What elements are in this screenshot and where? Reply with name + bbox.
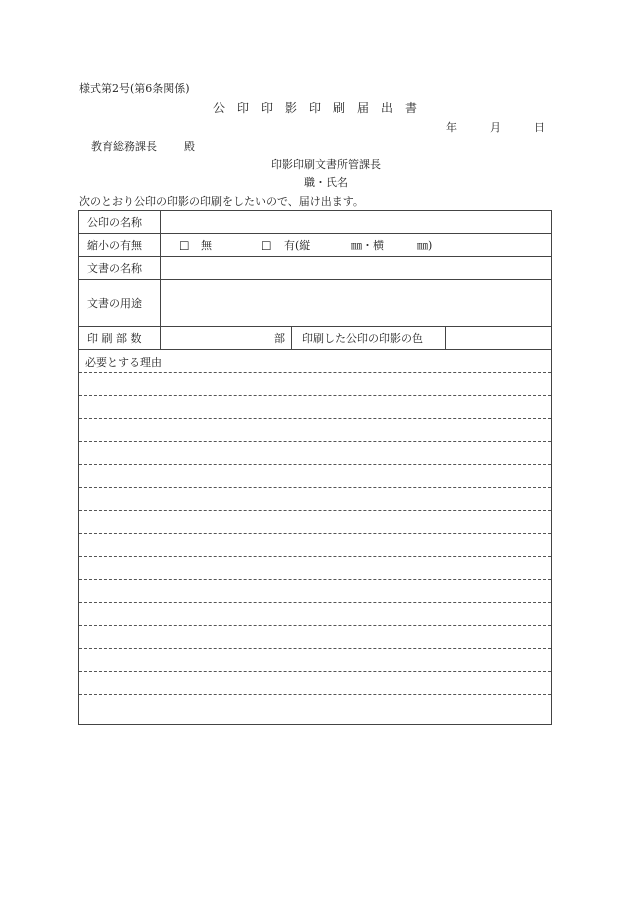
document-name-field[interactable] bbox=[161, 257, 551, 279]
copies-label: 印 刷 部 数 bbox=[79, 327, 161, 349]
recipient-honorific: 殿 bbox=[184, 140, 195, 153]
application-form-table bbox=[78, 210, 552, 725]
date-year-label: 年 bbox=[446, 121, 457, 134]
document-use-label: 文書の用途 bbox=[79, 280, 161, 326]
reduction-label: 縮小の有無 bbox=[79, 234, 161, 256]
form-number: 様式第2号(第6条関係) bbox=[79, 82, 190, 95]
reason-line bbox=[79, 579, 551, 580]
intro-text: 次のとおり公印の印影の印刷をしたいので、届け出ます。 bbox=[79, 195, 364, 208]
copies-unit: 部 bbox=[274, 332, 285, 345]
checkbox-none[interactable]: □ bbox=[179, 238, 190, 252]
reason-line bbox=[79, 510, 551, 511]
mm-vertical-label: ㎜・横 bbox=[351, 239, 384, 252]
reason-line bbox=[79, 671, 551, 672]
sender-position-name: 職・氏名 bbox=[304, 176, 348, 189]
reason-line bbox=[79, 625, 551, 626]
date-day-label: 日 bbox=[534, 121, 545, 134]
recipient bbox=[91, 138, 195, 154]
reduction-row bbox=[79, 234, 551, 257]
reason-line bbox=[79, 533, 551, 534]
option-none-label: 無 bbox=[201, 239, 212, 252]
reason-line bbox=[79, 418, 551, 419]
reason-line bbox=[79, 441, 551, 442]
reason-line bbox=[79, 464, 551, 465]
document-name-label: 文書の名称 bbox=[79, 257, 161, 279]
document-title: 公 印 印 影 印 刷 届 出 書 bbox=[212, 101, 417, 115]
copies-row bbox=[79, 327, 551, 350]
recipient-name: 教育総務課長 bbox=[91, 140, 157, 153]
seal-color-field[interactable] bbox=[446, 327, 551, 349]
reason-line bbox=[79, 487, 551, 488]
reason-line bbox=[79, 694, 551, 695]
date-month-label: 月 bbox=[490, 121, 501, 134]
document-use-row bbox=[79, 280, 551, 327]
reason-line bbox=[79, 602, 551, 603]
document-use-field[interactable] bbox=[161, 280, 551, 326]
seal-name-label: 公印の名称 bbox=[79, 211, 161, 233]
reason-area[interactable] bbox=[79, 350, 551, 724]
option-yes-label: 有(縦 bbox=[284, 239, 311, 252]
seal-name-row bbox=[79, 211, 551, 234]
reason-line bbox=[79, 556, 551, 557]
seal-name-field[interactable] bbox=[161, 211, 551, 233]
reason-line bbox=[79, 395, 551, 396]
document-name-row bbox=[79, 257, 551, 280]
seal-color-label: 印刷した公印の印影の色 bbox=[292, 327, 446, 349]
copies-field[interactable] bbox=[161, 327, 292, 349]
date-line bbox=[446, 119, 545, 135]
reason-line bbox=[79, 372, 551, 373]
sender-department: 印影印刷文書所管課長 bbox=[271, 158, 381, 171]
reason-label: 必要とする理由 bbox=[85, 356, 162, 369]
reduction-options bbox=[161, 234, 551, 256]
reason-line bbox=[79, 648, 551, 649]
checkbox-yes[interactable]: □ bbox=[261, 238, 272, 252]
mm-horizontal-label: ㎜) bbox=[417, 239, 433, 252]
